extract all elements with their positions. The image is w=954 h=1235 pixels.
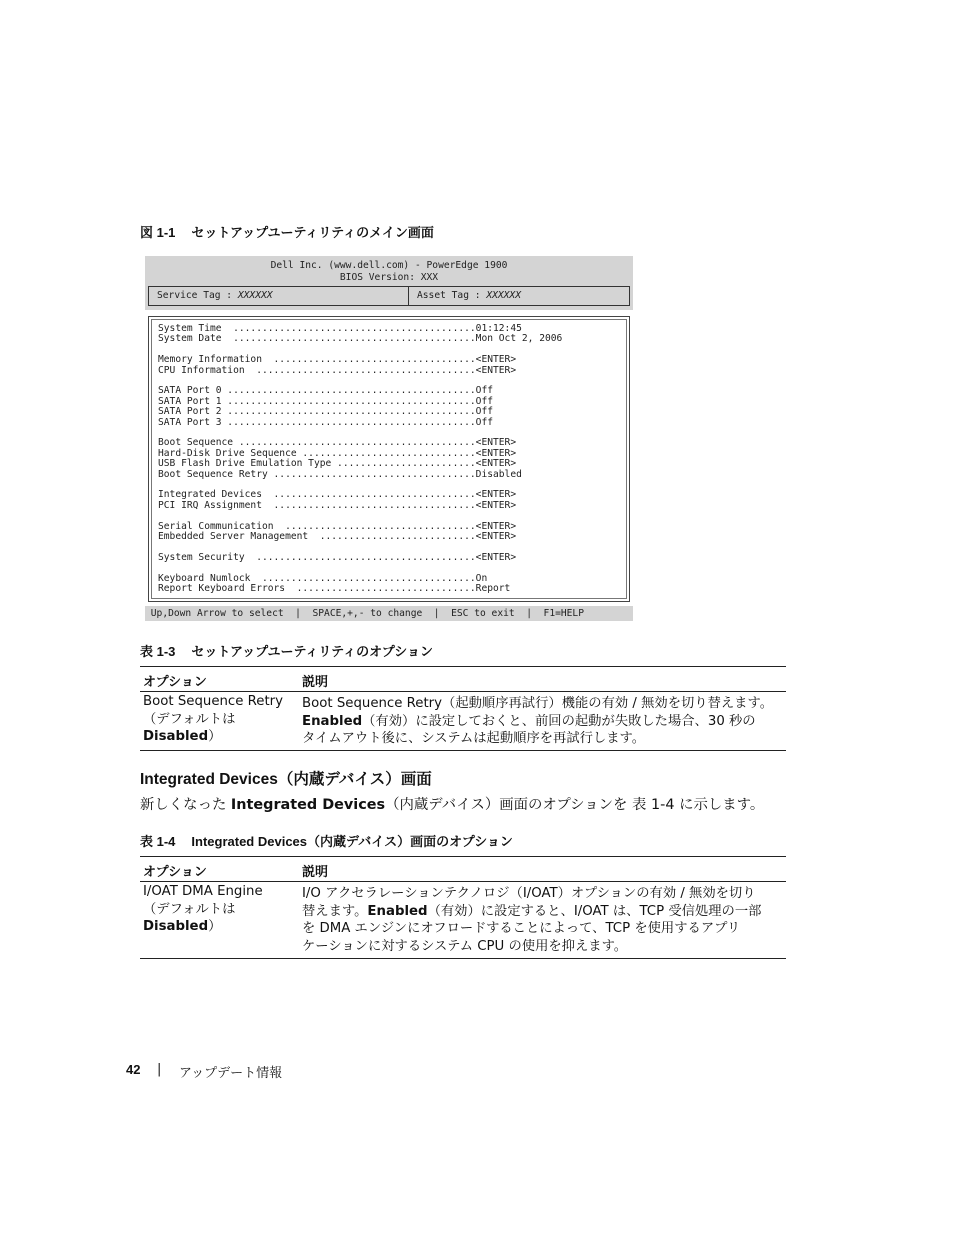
footer-chapter-title: アップデート情報 <box>179 1066 283 1081</box>
description-line: ケーションに対するシステム CPU の使用を抑えます。 <box>302 938 628 954</box>
bios-menu-row: System Time ..........................................01:12:45 <box>158 323 522 334</box>
figure-caption <box>140 222 434 241</box>
option-default-prefix: （デフォルトは <box>143 711 236 727</box>
table-1-3-description-cell <box>302 695 773 748</box>
table-1-3-header-option: オプション <box>143 674 207 689</box>
table-1-4-top-rule <box>140 856 786 857</box>
bios-header-vendor: Dell Inc. (www.dell.com) - PowerEdge 1900 <box>270 260 508 271</box>
description-line: Enabled（有効）に設定しておくと、前回の起動が失敗した場合、30 秒の <box>302 713 756 729</box>
description-line: Boot Sequence Retry（起動順序再試行）機能の有効 / 無効を切り替えます。 <box>302 696 774 711</box>
bios-menu-row: SATA Port 0 ...........................................Off <box>158 385 494 397</box>
option-default-line: Disabled） <box>143 919 222 934</box>
table-1-4-caption <box>140 831 513 850</box>
bios-menu-row: USB Flash Drive Emulation Type ........................<ENTER> <box>158 458 517 470</box>
bios-menu-row: System Security ......................................<ENTER> <box>158 551 517 563</box>
asset-tag-box <box>408 286 630 306</box>
section-paragraph: 新しくなった Integrated Devices（内蔵デバイス）画面のオプションを 表 1-4 に示します。 <box>140 797 765 813</box>
table-1-3-top-rule <box>140 666 786 667</box>
table-1-3-header-description: 説明 <box>302 674 329 689</box>
description-line: を DMA エンジンにオフロードすることによって、TCP を使用するアプリ <box>302 921 741 936</box>
footer-separator: | <box>157 1062 162 1077</box>
asset-tag-label: Asset Tag : <box>417 290 487 301</box>
bios-header-version: BIOS Version: XXX <box>339 272 439 283</box>
table-1-4-bottom-rule <box>140 958 786 959</box>
bios-menu-row: Embedded Server Management ...........................<ENTER> <box>158 531 517 542</box>
option-default-value: Disabled <box>143 919 209 934</box>
table-1-4-description-cell <box>302 885 761 955</box>
table-1-3-number: 表 1-3 <box>140 644 176 659</box>
bios-menu-row: SATA Port 1 ...........................................Off <box>158 395 494 407</box>
table-1-3-bottom-rule <box>140 750 786 751</box>
page-number: 42 <box>126 1062 141 1077</box>
asset-tag-value: XXXXXX <box>486 290 521 301</box>
bios-menu-row: Keyboard Numlock .....................................On <box>158 572 488 584</box>
table-1-4-header-rule <box>140 881 786 882</box>
table-1-4-header-description: 説明 <box>302 864 329 879</box>
bios-menu-row: Boot Sequence Retry ...................................Disabled <box>158 468 522 480</box>
table-1-3-option-cell <box>143 693 283 746</box>
option-default-prefix: （デフォルトは <box>143 901 236 917</box>
bios-menu-row: PCI IRQ Assignment ...................................<ENTER> <box>158 499 517 511</box>
table-1-3-caption <box>140 641 433 660</box>
bios-menu-row: System Date ..........................................Mon Oct 2, 2006 <box>158 333 563 345</box>
bios-menu <box>148 316 630 602</box>
service-tag-box <box>148 286 410 306</box>
bios-menu-row: Integrated Devices ...................................<ENTER> <box>158 489 517 501</box>
bios-menu-row: SATA Port 3 ...........................................Off <box>158 416 494 428</box>
service-tag-value: XXXXXX <box>237 290 273 301</box>
option-default-value: Disabled <box>143 729 209 744</box>
bios-menu-row: Hard-Disk Drive Sequence ..............................<ENTER> <box>158 447 517 459</box>
bios-menu-row: Serial Communication .................................<ENTER> <box>158 520 517 532</box>
table-1-4-header-option: オプション <box>143 864 207 879</box>
description-line: タイムアウト後に、システムは起動順序を再試行します。 <box>302 731 646 746</box>
figure-title: セットアップユーティリティのメイン画面 <box>191 225 434 240</box>
bios-menu-row: Report Keyboard Errors ...............................Report <box>158 583 511 594</box>
table-1-4-option-cell <box>143 883 263 936</box>
bios-menu-row: SATA Port 2 ...........................................Off <box>158 406 494 418</box>
bios-menu-row: CPU Information ......................................<ENTER> <box>158 364 517 376</box>
table-1-3-header-rule <box>140 691 786 692</box>
bios-help-bar: Up,Down Arrow to select | SPACE,+,- to change | ESC to exit | F1=HELP <box>145 606 633 621</box>
bios-setup-screenshot <box>145 256 633 621</box>
bios-header <box>145 256 633 310</box>
option-name: I/OAT DMA Engine <box>143 884 263 899</box>
bios-menu-row: Boot Sequence .........................................<ENTER> <box>158 437 517 449</box>
option-default-line: Disabled） <box>143 729 222 744</box>
bios-menu-row: Memory Information ...................................<ENTER> <box>158 354 517 366</box>
option-name: Boot Sequence Retry <box>143 694 284 709</box>
table-1-3-title: セットアップユーティリティのオプション <box>191 644 433 659</box>
section-heading: Integrated Devices（内蔵デバイス）画面 <box>140 771 432 788</box>
table-1-4-number: 表 1-4 <box>140 834 176 849</box>
description-line: 替えます。Enabled（有効）に設定すると、I/OAT は、TCP 受信処理の一部 <box>302 903 762 919</box>
description-line: I/O アクセラレーションテクノロジ（I/OAT）オプションの有効 / 無効を切り <box>302 886 756 901</box>
table-1-4-title: Integrated Devices（内蔵デバイス）画面のオプション <box>191 834 513 849</box>
figure-number: 図 1-1 <box>140 225 176 240</box>
service-tag-label: Service Tag : <box>157 290 238 301</box>
